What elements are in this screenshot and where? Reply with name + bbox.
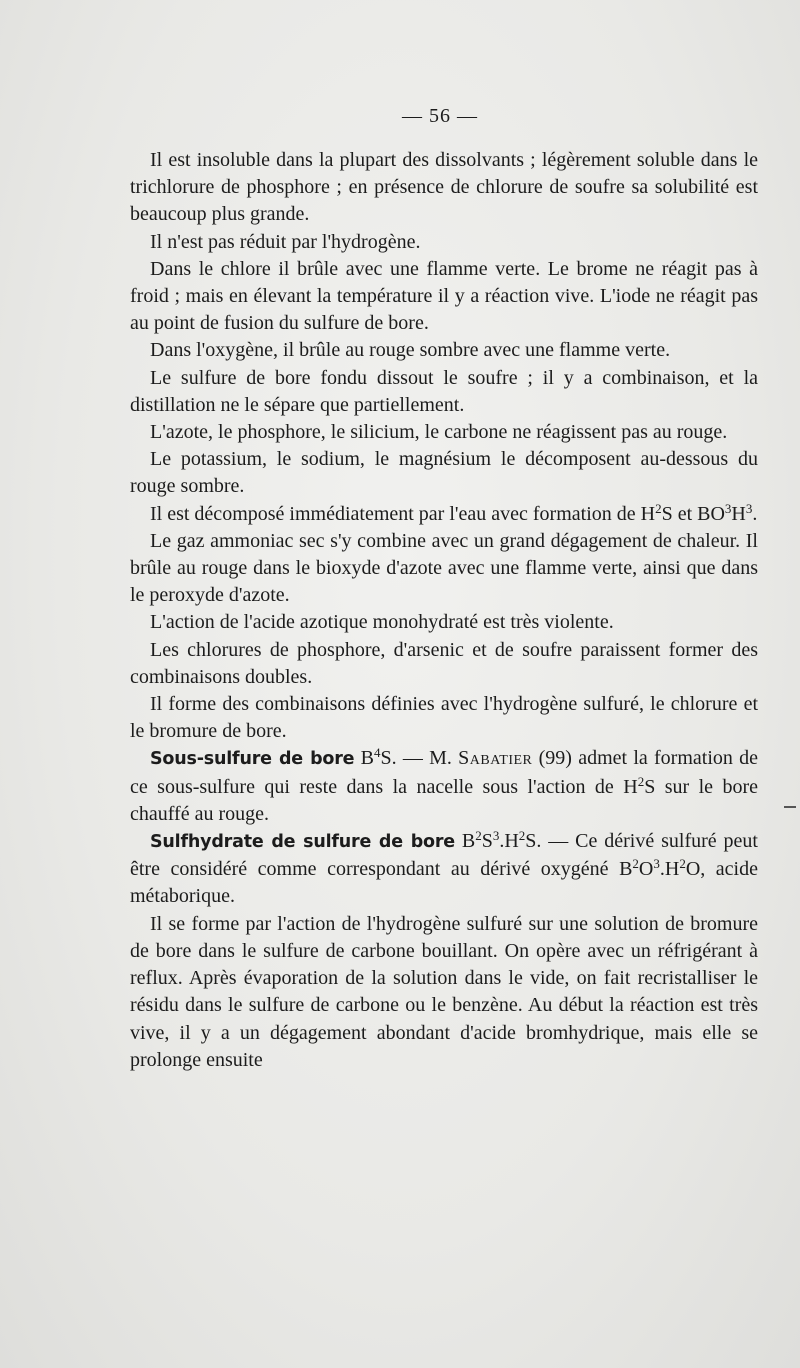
superscript: 2 xyxy=(637,773,645,789)
paragraph: Il n'est pas réduit par l'hydrogène. xyxy=(150,230,421,253)
superscript: 2 xyxy=(518,828,526,844)
paragraph: Le sulfure de bore fondu dissout le soufre ; il y a combinaison, et la distillation ne le sépare que partiellement. xyxy=(130,366,758,416)
paragraph: L'azote, le phosphore, le silicium, le carbone ne réagissent pas au rouge. xyxy=(150,421,728,444)
margin-mark xyxy=(784,806,796,808)
formula-text: .H xyxy=(659,858,680,881)
formula-text: S xyxy=(481,830,493,853)
formula-text: O xyxy=(638,858,654,881)
paragraph: Le gaz ammoniac sec s'y combine avec un grand dégagement de chaleur. Il brûle au rouge dans le bioxyde d'azote avec une flamme verte, ainsi que dans le peroxyde d'azote. xyxy=(130,529,758,607)
formula-text: . xyxy=(752,502,758,525)
formula-text: H xyxy=(731,502,746,525)
formula-text: S. — M. xyxy=(380,747,459,770)
section-paragraph xyxy=(130,828,758,911)
author-name: Sabatier xyxy=(458,747,533,770)
superscript: 2 xyxy=(632,856,639,872)
paragraph: Le potassium, le sodium, le magnésium le décomposent au-dessous du rouge sombre. xyxy=(130,448,758,498)
body-text xyxy=(130,147,758,1074)
paragraph-text: S sur le bore chauffé au rouge. xyxy=(130,775,758,825)
superscript: 3 xyxy=(653,856,660,872)
page-number: — 56 — xyxy=(402,105,478,127)
paragraph: Il se forme par l'action de l'hydrogène sulfuré sur une solution de bromure de bore dans le sulfure de carbone bouillant. On opère avec un réfrigérant à reflux. Après évaporation de la solution dans le vide, on fait recristalliser le résidu dans le sulfure de carbone ou le benzène. Au début la réaction est très vive, il y a un dégagement abondant d'acide bromhydrique, mais elle se prolonge ensuite xyxy=(130,912,758,1071)
section-heading: Sulfhydrate de sulfure de bore xyxy=(150,832,455,853)
superscript: 2 xyxy=(475,828,482,844)
superscript: 2 xyxy=(679,856,686,872)
paragraph xyxy=(130,501,758,528)
superscript: 3 xyxy=(492,828,500,844)
formula-text: Il est décomposé immédiatement par l'eau avec formation de H xyxy=(150,502,656,525)
paragraph-text: O, acide métaborique. xyxy=(130,858,758,908)
formula-text: B xyxy=(454,830,476,853)
paragraph: L'action de l'acide azotique monohydraté est très violente. xyxy=(150,611,614,634)
paragraph-text: S. — Ce dérivé sulfuré peut être considéré comme correspondant au dérivé oxygéné B xyxy=(130,830,758,881)
paragraph: Dans l'oxygène, il brûle au rouge sombre avec une flamme verte. xyxy=(150,339,671,362)
superscript: 3 xyxy=(724,500,732,516)
paragraph: Il forme des combinaisons définies avec l'hydrogène sulfuré, le chlorure et le bromure de bore. xyxy=(130,693,758,743)
superscript: 2 xyxy=(655,500,662,516)
paragraph-text: (99) admet la formation de ce sous-sulfure qui reste dans la nacelle sous l'action de H xyxy=(130,747,759,798)
superscript: 4 xyxy=(373,745,381,761)
paragraph: Les chlorures de phosphore, d'arsenic et de soufre paraissent former des combinaisons doubles. xyxy=(130,638,758,688)
section-heading: Sous-sulfure de bore xyxy=(150,749,355,770)
formula-text: .H xyxy=(499,830,519,853)
formula-text: B xyxy=(354,747,374,770)
paragraph: Il est insoluble dans la plupart des dissolvants ; légèrement soluble dans le trichlorure de phosphore ; en présence de chlorure de soufre sa solubilité est beaucoup plus grande. xyxy=(130,149,758,226)
formula-text: S et BO xyxy=(661,502,725,525)
superscript: 3 xyxy=(745,500,753,516)
paragraph: Dans le chlore il brûle avec une flamme verte. Le brome ne réagit pas à froid ; mais en élevant la température il y a réaction vive. L'iode ne réagit pas au point de fusion du sulfure de bore. xyxy=(130,257,758,335)
section-paragraph xyxy=(130,745,758,828)
